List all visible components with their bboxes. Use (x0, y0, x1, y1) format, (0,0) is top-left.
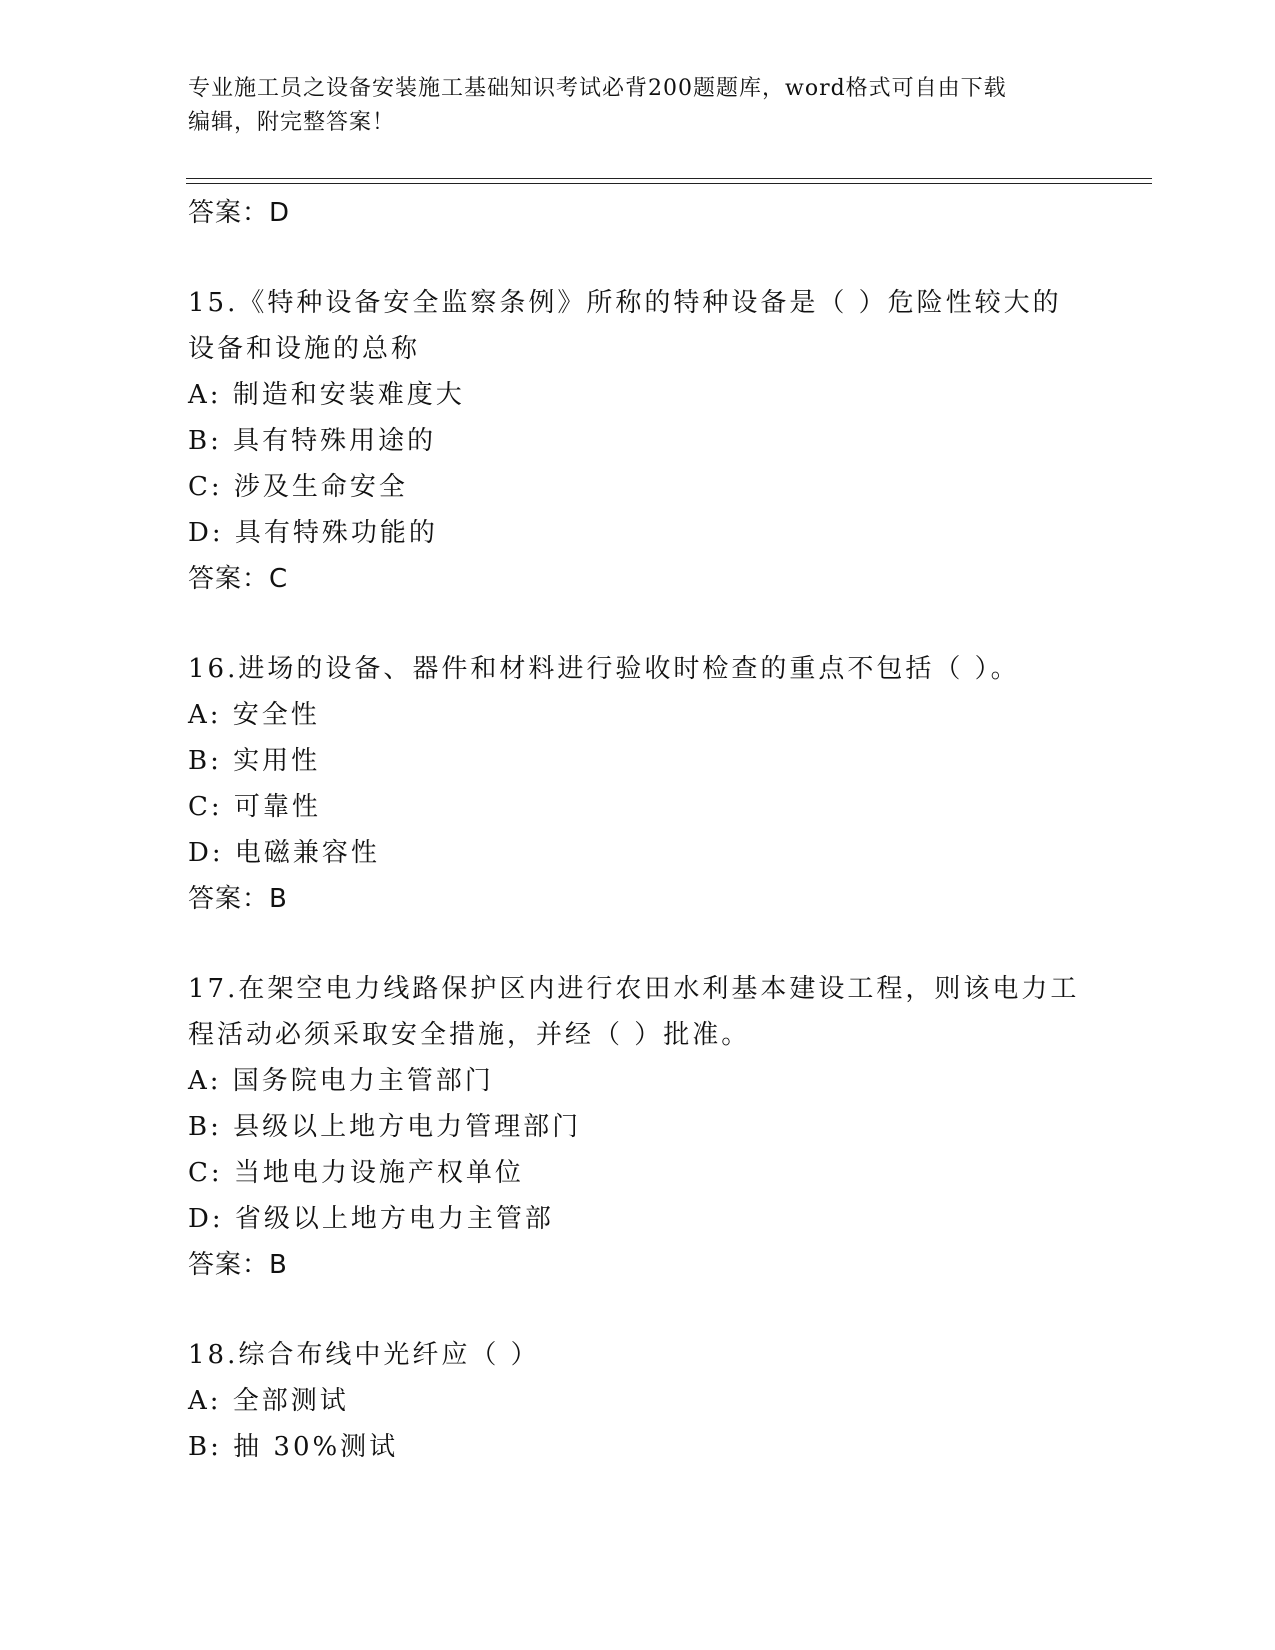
question-text: 15.《特种设备安全监察条例》所称的特种设备是（ ）危险性较大的 (188, 288, 1062, 318)
header-title-line-2: 编辑，附完整答案！ (188, 110, 396, 135)
question-answer: 答案：B (188, 1250, 288, 1280)
option-d: D: 省级以上地方电力主管部 (188, 1204, 554, 1234)
question-17 (188, 966, 1088, 1288)
question-text-continued: 程活动必须采取安全措施，并经（ ）批准。 (188, 1020, 751, 1050)
previous-answer: 答案：D (188, 198, 291, 228)
header-divider (186, 178, 1152, 179)
header-title-line-1: 专业施工员之设备安装施工基础知识考试必背200题题库，word格式可自由下载 (188, 76, 1007, 101)
question-text: 17.在架空电力线路保护区内进行农田水利基本建设工程，则该电力工 (188, 974, 1080, 1004)
question-18 (188, 1332, 1088, 1470)
question-15 (188, 280, 1088, 602)
option-b: B: 抽 30%测试 (188, 1432, 399, 1462)
question-16 (188, 646, 1088, 922)
option-a: A: 安全性 (188, 700, 320, 730)
question-text: 16.进场的设备、器件和材料进行验收时检查的重点不包括（ ）。 (188, 654, 1020, 684)
option-b: B: 实用性 (188, 746, 321, 776)
option-c: C: 涉及生命安全 (188, 472, 408, 502)
option-c: C: 当地电力设施产权单位 (188, 1158, 524, 1188)
question-text: 18.综合布线中光纤应（ ） (188, 1340, 540, 1370)
question-answer: 答案：B (188, 884, 288, 914)
question-text-continued: 设备和设施的总称 (188, 334, 421, 364)
question-list (188, 190, 1088, 1470)
header-divider-secondary (186, 183, 1152, 184)
page-header (188, 72, 1088, 140)
option-a: A: 国务院电力主管部门 (188, 1066, 494, 1096)
option-a: A: 制造和安装难度大 (188, 380, 465, 410)
question-answer: 答案：C (188, 564, 289, 594)
option-d: D: 具有特殊功能的 (188, 518, 438, 548)
option-d: D: 电磁兼容性 (188, 838, 380, 868)
option-b: B: 具有特殊用途的 (188, 426, 437, 456)
option-b: B: 县级以上地方电力管理部门 (188, 1112, 582, 1142)
option-c: C: 可靠性 (188, 792, 321, 822)
option-a: A: 全部测试 (188, 1386, 349, 1416)
